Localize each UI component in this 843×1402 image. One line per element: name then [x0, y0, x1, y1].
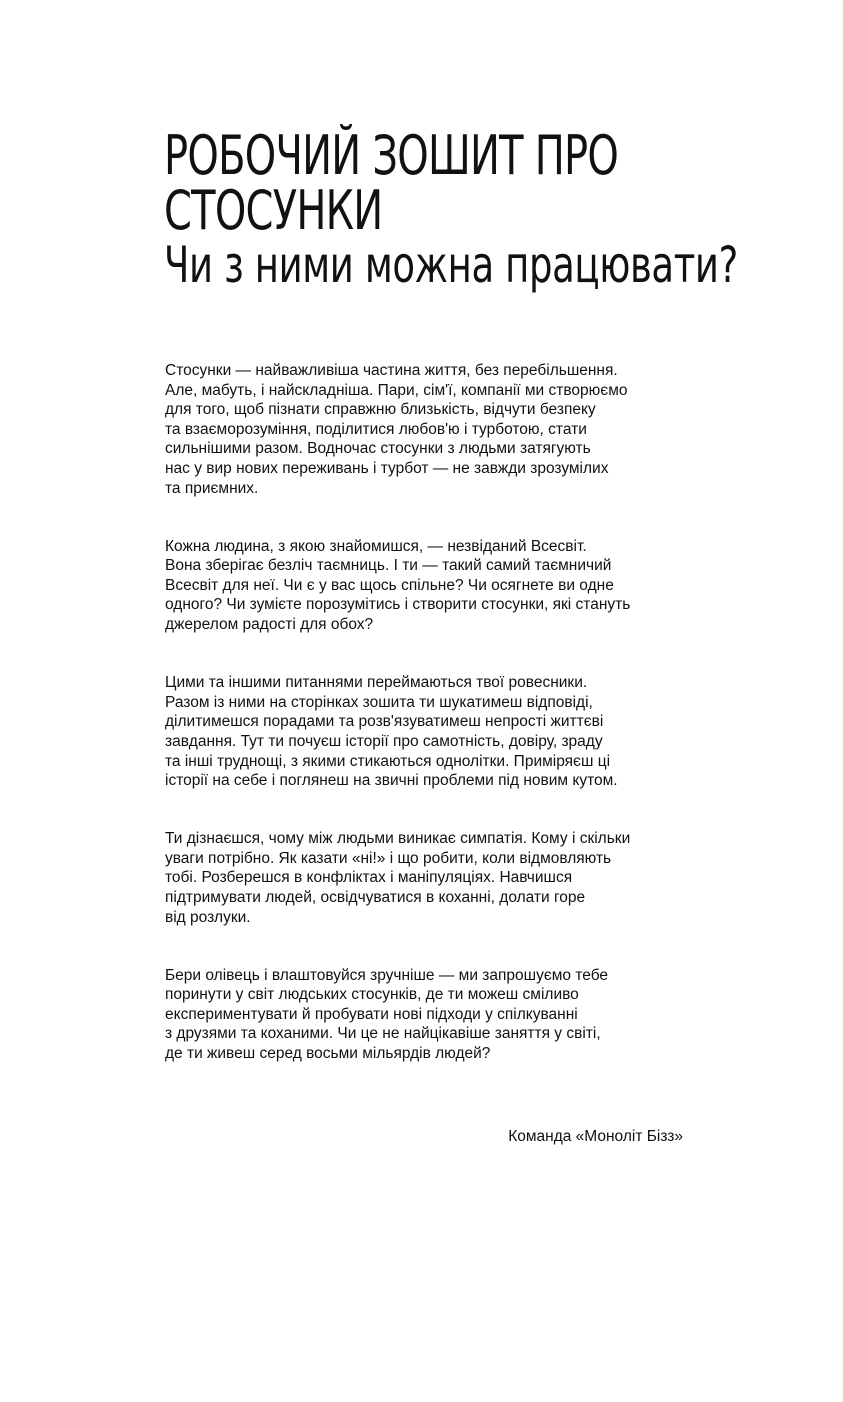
paragraph-5	[165, 966, 725, 1064]
text-line: уваги потрібно. Як казати «ні!» і що робити, коли відмовляють	[165, 849, 612, 867]
text-line: з друзями та коханими. Чи це не найцікавіше заняття у світі,	[165, 1025, 601, 1043]
body-text	[165, 361, 725, 1102]
text-line: для того, щоб пізнати справжню близькість, відчути безпеку	[165, 401, 596, 419]
text-line: Всесвіт для неї. Чи є у вас щось спільне? Чи осягнете ви одне	[165, 576, 614, 594]
text-line: Ти дізнаєшся, чому між людьми виникає симпатія. Кому і скільки	[165, 830, 631, 848]
text-line: тобі. Розберешся в конфліктах і маніпуляціях. Навчишся	[165, 869, 573, 887]
text-line: експериментувати й пробувати нові підходи у спілкуванні	[165, 1005, 578, 1023]
text-line: Кожна людина, з якою знайомишся, — незвіданий Всесвіт.	[165, 537, 587, 555]
title-block	[164, 124, 804, 294]
paragraph-3	[165, 673, 725, 791]
text-line: Вона зберігає безліч таємниць. І ти — такий самий таємничий	[165, 557, 612, 575]
text-line: поринути у світ людських стосунків, де ти можеш сміливо	[165, 986, 579, 1004]
page-subtitle: Чи з ними можна працювати?	[164, 236, 738, 294]
signature: Команда «Моноліт Бізз»	[508, 1128, 683, 1145]
paragraph-1	[165, 361, 725, 498]
text-line: та взаєморозуміння, поділитися любов'ю і турботою, стати	[165, 420, 587, 438]
text-line: Але, мабуть, і найскладніша. Пари, сім'ї, компанії ми створюємо	[165, 381, 628, 399]
text-line: ділитимешся порадами та розв'язуватимеш непрості життєві	[165, 713, 604, 731]
text-line: та інші труднощі, з якими стикаються однолітки. Приміряєш ці	[165, 752, 611, 770]
text-line: джерелом радості для обох?	[165, 616, 374, 634]
text-line: Разом із ними на сторінках зошита ти шукатимеш відповіді,	[165, 693, 593, 711]
text-line: Стосунки — найважливіша частина життя, без перебільшення.	[165, 362, 618, 379]
text-line: та приємних.	[165, 479, 259, 497]
paragraph-4	[165, 829, 725, 927]
page-title-line-1: РОБОЧИЙ ЗОШИТ ПРО	[164, 124, 619, 187]
paragraph-2	[165, 537, 725, 635]
text-line: підтримувати людей, освідчуватися в коханні, долати горе	[165, 888, 586, 906]
text-line: Цими та іншими питаннями переймаються твої ровесники.	[165, 674, 588, 692]
text-line: одного? Чи зумієте порозумітись і створити стосунки, які стануть	[165, 596, 631, 614]
text-line: історії на себе і поглянеш на звичні проблеми під новим кутом.	[165, 772, 618, 790]
text-line: нас у вир нових переживань і турбот — не завжди зрозумілих	[165, 459, 609, 477]
text-line: завдання. Тут ти почуєш історії про самотність, довіру, зраду	[165, 732, 603, 750]
text-line: Бери олівець і влаштовуйся зручніше — ми запрошуємо тебе	[165, 966, 609, 984]
text-line: сильнішими разом. Водночас стосунки з людьми затягують	[165, 440, 591, 458]
text-line: від розлуки.	[165, 908, 251, 926]
text-line: де ти живеш серед восьми мільярдів людей?	[165, 1045, 491, 1063]
page-title-line-2: СТОСУНКИ	[164, 179, 383, 242]
